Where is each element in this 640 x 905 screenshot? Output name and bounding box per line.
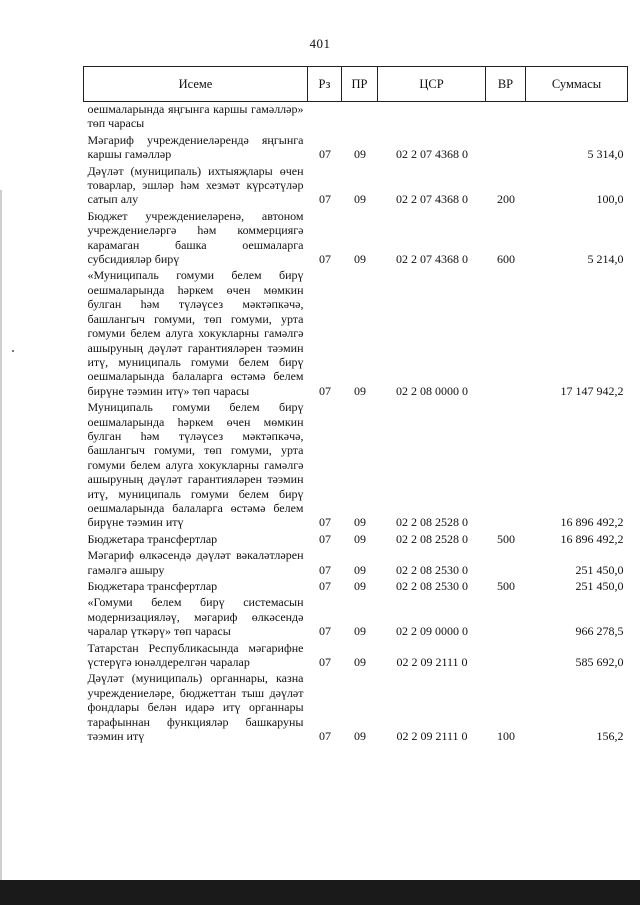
cell-rz: 07 bbox=[319, 531, 331, 546]
cell-rz: 07 bbox=[319, 579, 331, 593]
table-row bbox=[84, 133, 628, 164]
cell-name: Дәүләт (муниципаль) ихтыяҗлары өчен товарлар, эшләр һәм хезмәт күрсәтүләр сатып алу bbox=[87, 163, 304, 207]
cell-sum: 966 278,5 bbox=[575, 624, 624, 639]
cell-vr: 600 bbox=[497, 252, 515, 267]
cell-csr: 02 2 07 4368 0 bbox=[396, 192, 468, 207]
cell-csr: 02 2 08 2530 0 bbox=[396, 562, 468, 577]
cell-name: Бюджетара трансфертлар bbox=[87, 531, 218, 546]
cell-sum: 585 692,0 bbox=[575, 655, 624, 670]
cell-csr: 02 2 08 2530 0 bbox=[396, 579, 468, 593]
cell-sum: 251 450,0 bbox=[575, 579, 624, 593]
cell-csr: 02 2 08 2528 0 bbox=[396, 515, 468, 530]
page-number: 401 bbox=[309, 36, 331, 51]
cell-csr bbox=[378, 102, 486, 133]
cell-rz: 07 bbox=[319, 729, 331, 744]
cell-sum: 251 450,0 bbox=[575, 562, 624, 577]
cell-sum: 5 314,0 bbox=[587, 147, 624, 162]
cell-pr: 09 bbox=[354, 562, 366, 577]
cell-sum: 17 147 942,2 bbox=[560, 383, 624, 398]
cell-vr bbox=[486, 400, 526, 532]
table-row bbox=[84, 671, 628, 745]
cell-pr: 09 bbox=[354, 655, 366, 670]
cell-vr: 500 bbox=[497, 531, 515, 546]
cell-vr bbox=[486, 641, 526, 672]
header-rz: Рз bbox=[308, 67, 342, 102]
table-row bbox=[84, 595, 628, 640]
cell-csr: 02 2 09 2111 0 bbox=[396, 655, 468, 670]
cell-rz: 07 bbox=[319, 515, 331, 530]
cell-pr: 09 bbox=[354, 252, 366, 267]
cell-sum: 16 896 492,2 bbox=[560, 531, 624, 546]
cell-rz: 07 bbox=[319, 655, 331, 670]
table-row bbox=[84, 268, 628, 400]
table-row bbox=[84, 164, 628, 209]
cell-sum: 5 214,0 bbox=[587, 252, 624, 267]
cell-csr: 02 2 09 2111 0 bbox=[396, 729, 468, 744]
cell-rz: 07 bbox=[319, 624, 331, 639]
table-row bbox=[84, 102, 628, 133]
table-header-row bbox=[84, 67, 628, 102]
cell-rz bbox=[308, 102, 342, 133]
header-vr: ВР bbox=[486, 67, 526, 102]
cell-name: Бюджет учреждениеләренә, автоном учреждениеләргә һәм коммерциягә карамаган башка оешмаларга субсидияләр бирү bbox=[87, 208, 304, 267]
table-row bbox=[84, 400, 628, 532]
cell-name: Татарстан Республикасында мәгарифне үстерүгә юнәлдерелгән чаралар bbox=[87, 640, 304, 670]
cell-rz: 07 bbox=[319, 252, 331, 267]
cell-pr bbox=[342, 102, 378, 133]
cell-vr: 100 bbox=[497, 729, 515, 744]
cell-pr: 09 bbox=[354, 579, 366, 593]
cell-pr: 09 bbox=[354, 383, 366, 398]
cell-pr: 09 bbox=[354, 729, 366, 744]
cell-pr: 09 bbox=[354, 515, 366, 530]
cell-pr: 09 bbox=[354, 624, 366, 639]
scan-edge-shadow bbox=[0, 190, 2, 890]
cell-csr: 02 2 09 0000 0 bbox=[396, 624, 468, 639]
cell-vr bbox=[486, 102, 526, 133]
cell-sum: 156,2 bbox=[596, 729, 624, 744]
table-row bbox=[84, 548, 628, 579]
cell-name: оешмаларында яңгынга каршы гамәлләр» төп чарасы bbox=[87, 102, 304, 131]
cell-name: Дәүләт (муниципаль) органнары, казна учреждениеләре, бюджеттан тыш дәүләт фондлары белән идарә итү органнары тарафыннан функцияләр башкаруны тәэмин итү bbox=[87, 671, 304, 744]
cell-sum bbox=[526, 102, 628, 133]
header-name: Исеме bbox=[84, 67, 308, 102]
cell-vr bbox=[486, 268, 526, 400]
table-row bbox=[84, 532, 628, 548]
cell-pr: 09 bbox=[354, 531, 366, 546]
cell-csr: 02 2 07 4368 0 bbox=[396, 147, 468, 162]
cell-sum: 16 896 492,2 bbox=[560, 515, 624, 530]
cell-pr: 09 bbox=[354, 192, 366, 207]
budget-table bbox=[83, 66, 628, 745]
header-pr: ПР bbox=[342, 67, 378, 102]
table-row bbox=[84, 579, 628, 595]
cell-name: Бюджетара трансфертлар bbox=[87, 579, 218, 593]
cell-vr: 500 bbox=[497, 579, 515, 593]
cell-name: Мәгариф өлкәсендә дәүләт вәкаләтләрен гамәлгә ашыру bbox=[87, 548, 304, 577]
cell-rz: 07 bbox=[319, 562, 331, 577]
cell-name: Мәгариф учреждениеләрендә яңгынга каршы гамәлләр bbox=[87, 132, 304, 162]
cell-vr bbox=[486, 548, 526, 579]
cell-vr bbox=[486, 133, 526, 164]
cell-pr: 09 bbox=[354, 147, 366, 162]
cell-name: Муниципаль гомуми белем бирү оешмаларында һәркем өчен мөмкин булган һәм түләүсез мәктәпкәчә, башлангыч гомуми, төп гомуми, урта гомуми белем алуга хокукларны гамәлгә ашыруның дәүләт гарантияләрен тәэмин итү, муниципаль гомуми белем бирү оешмаларында балаларга өстәмә белем бирүне тәэмин итү bbox=[87, 400, 304, 530]
table-row bbox=[84, 641, 628, 672]
cell-sum: 100,0 bbox=[596, 192, 624, 207]
scan-bottom-border bbox=[0, 880, 640, 905]
table-row bbox=[84, 209, 628, 269]
cell-rz: 07 bbox=[319, 383, 331, 398]
cell-csr: 02 2 07 4368 0 bbox=[396, 252, 468, 267]
scan-speck bbox=[12, 350, 14, 352]
header-sum: Суммасы bbox=[526, 67, 628, 102]
cell-vr bbox=[486, 595, 526, 640]
cell-rz: 07 bbox=[319, 192, 331, 207]
cell-csr: 02 2 08 2528 0 bbox=[396, 531, 468, 546]
cell-csr: 02 2 08 0000 0 bbox=[396, 383, 468, 398]
cell-vr: 200 bbox=[497, 192, 515, 207]
cell-name: «Гомуми белем бирү системасын модернизацияләү, мәгариф өлкәсендә чаралар үткәрү» төп чарасы bbox=[87, 595, 304, 639]
cell-rz: 07 bbox=[319, 147, 331, 162]
header-csr: ЦСР bbox=[378, 67, 486, 102]
cell-name: «Муниципаль гомуми белем бирү оешмаларында һәркем өчен мөмкин булган һәм түләүсез мәктәпкәчә, башлангыч гомуми, төп гомуми, урта гомуми белем алуга хокукларны гамәлгә ашыруның дәүләт гарантияләрен тәэмин итү, муниципаль гомуми белем бирү оешмаларында балаларга өстәмә белем бирүне тәэмин итү» төп чарасы bbox=[87, 268, 304, 398]
